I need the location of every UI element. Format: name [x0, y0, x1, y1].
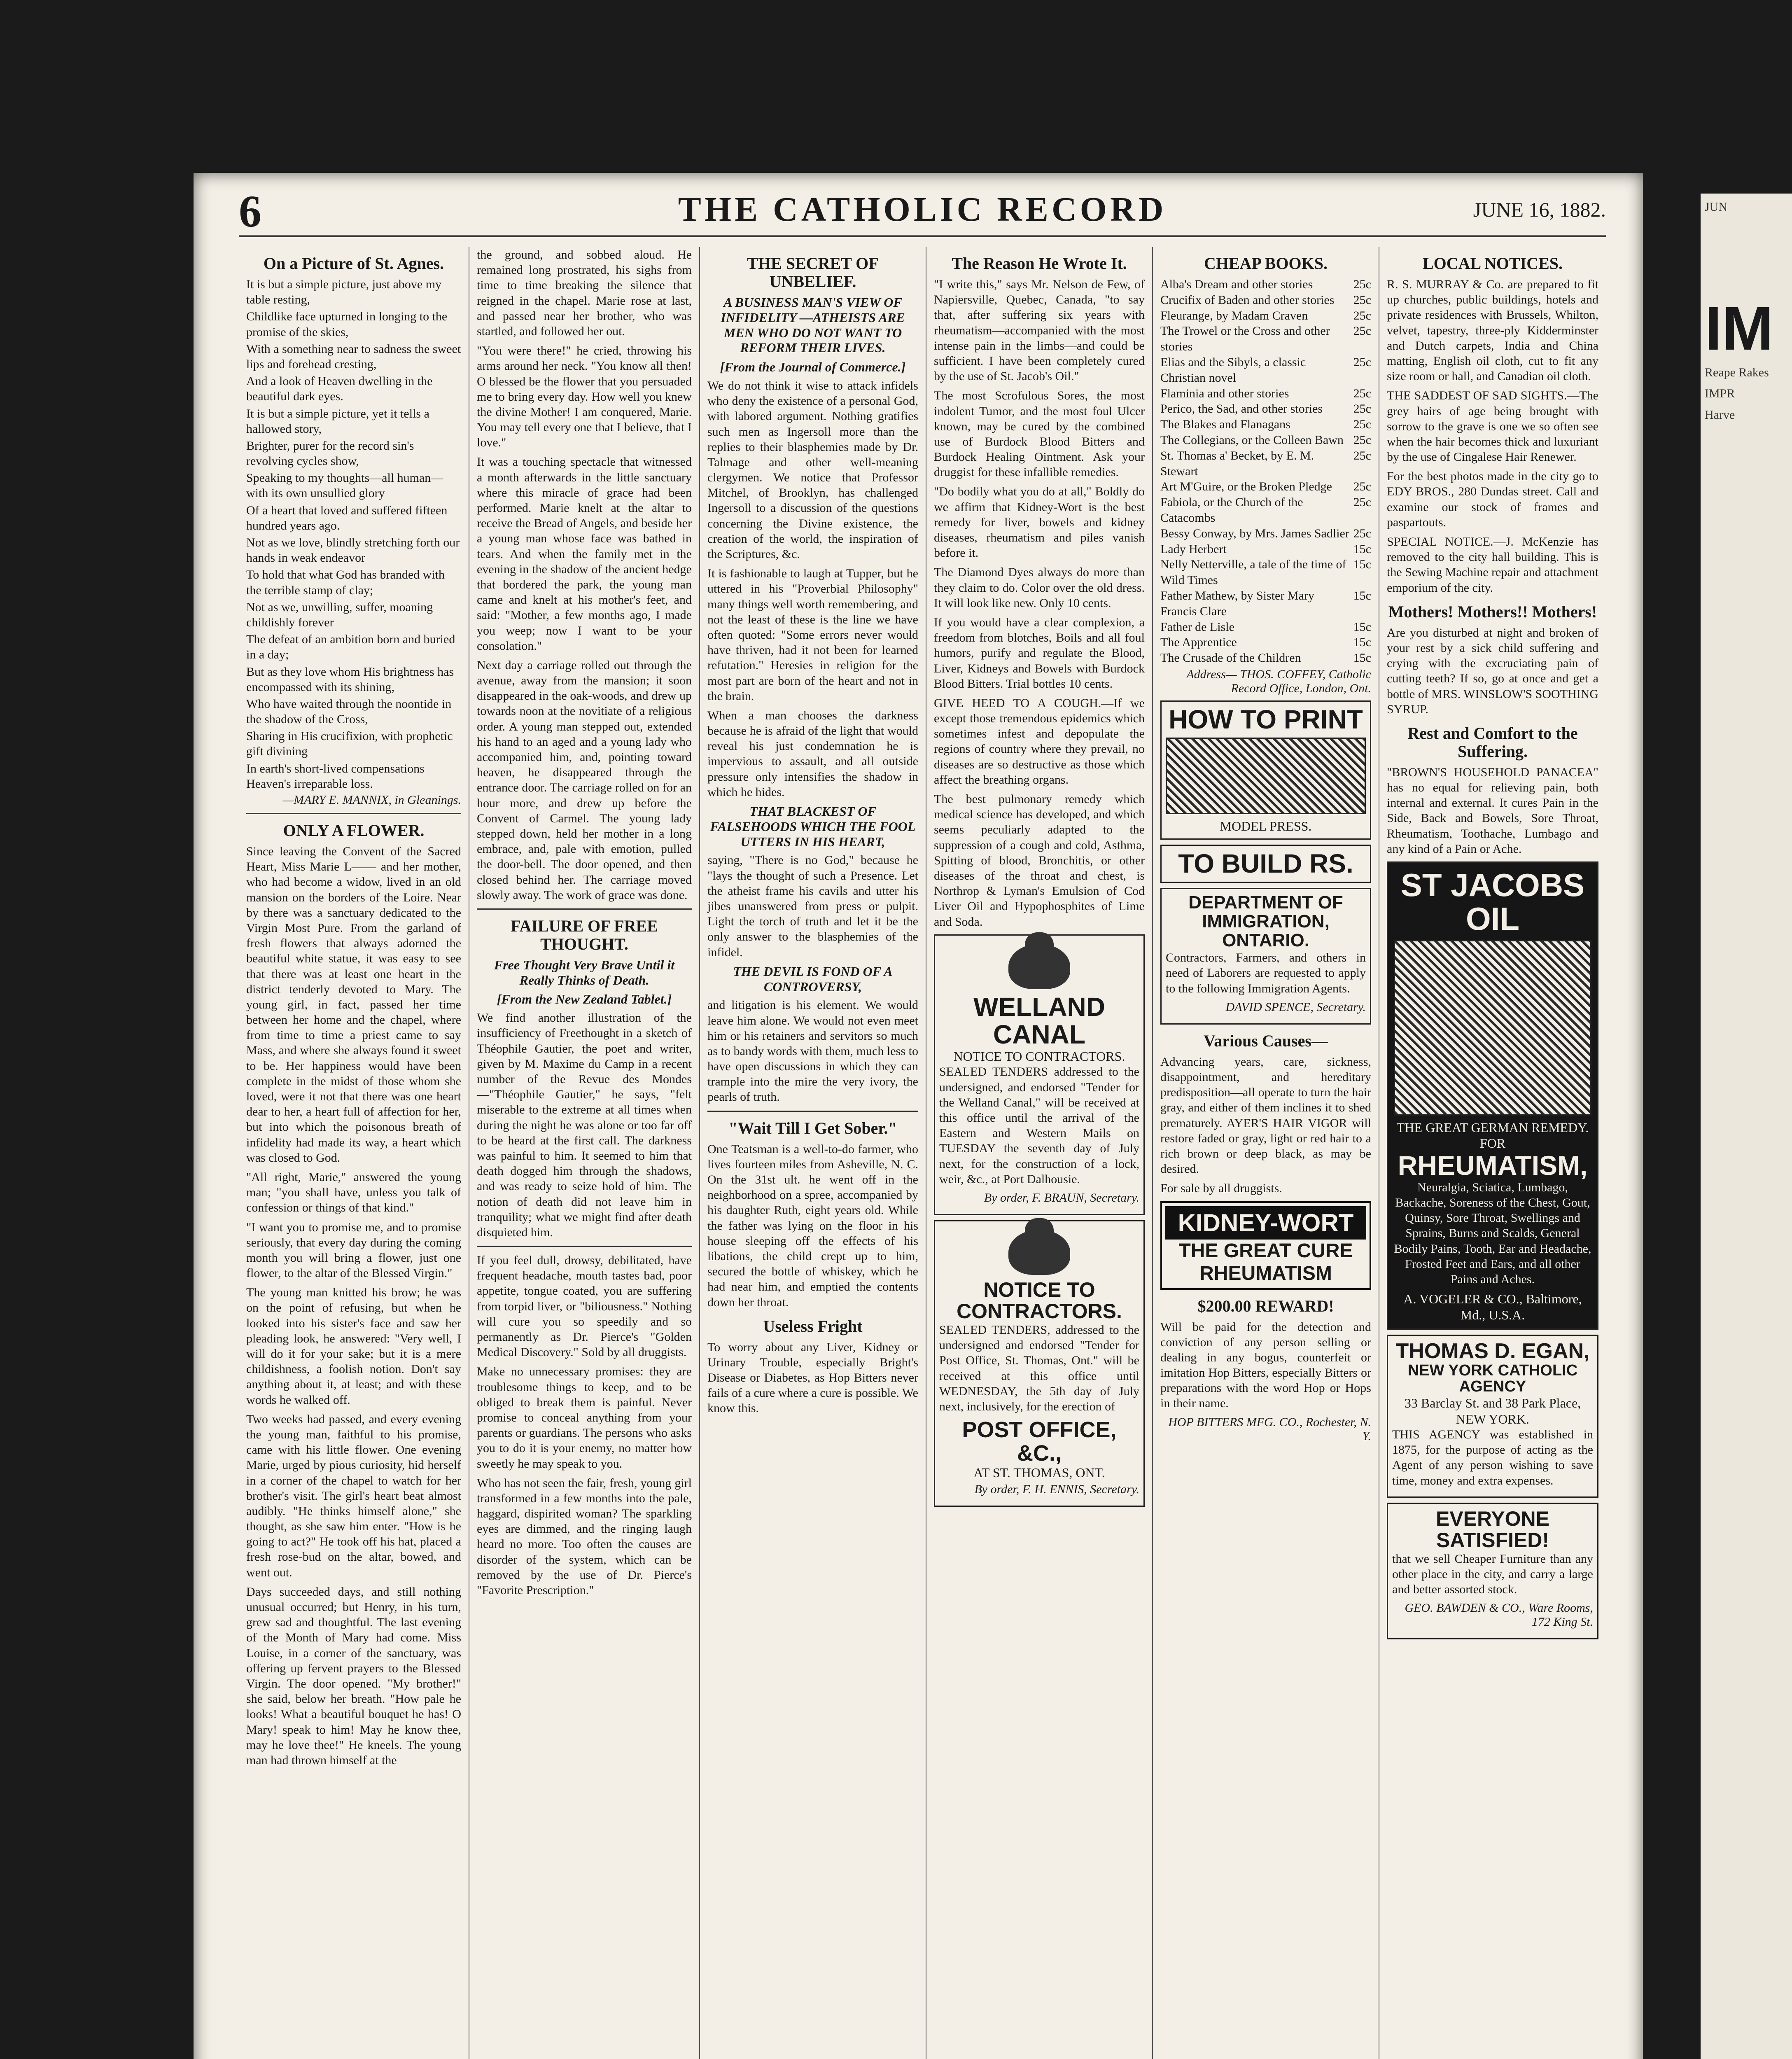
column-5: [1153, 247, 1379, 2059]
ad-big-line: RHEUMATISM,: [1398, 1150, 1588, 1181]
ad-signature: HOP BITTERS MFG. CO., Rochester, N. Y.: [1168, 1415, 1371, 1443]
section-heading: THE DEVIL IS FOND OF A CONTROVERSY,: [733, 964, 893, 994]
book-price: 15c: [1353, 620, 1371, 634]
strip-text: Reape Rakes: [1705, 365, 1769, 379]
book-price: 25c: [1353, 324, 1371, 338]
paragraph: THE SADDEST OF SAD SIGHTS.—The grey hairs of age being brought with sorrow to the grave is one we so often see when the hair becomes thick and luxuriant by the use of Cingalese Hair Renewer.: [1387, 389, 1598, 464]
strip-text: IMPR: [1705, 387, 1735, 400]
ad-signature: By order, F. H. ENNIS, Secretary.: [974, 1482, 1139, 1496]
poem-line: To hold that what God has branded with the terrible stamp of clay;: [246, 568, 445, 597]
book-title: Art M'Guire, or the Broken Pledge: [1160, 480, 1332, 494]
book-title: Perico, the Sad, and other stories: [1160, 402, 1323, 416]
paragraph: When a man chooses the darkness because he is afraid of the light that would reveal his just condemnation he is impervious to assault, and all outside pressure only intensifies the shadow in which he hides.: [707, 708, 918, 799]
article-title: Mothers! Mothers!! Mothers!: [1388, 602, 1597, 621]
paragraph: Days succeeded days, and still nothing unusual occurred; but Henry, in his turn, grew sad and thoughtful. The last evening of the Month of Mary had come. Miss Louise, in a corner of the sanctuary, was offering up fervent prayers to the Blessed Virgin. The door opened. "My brother!" she said, below her breath. "How pale he looks! What a beautiful bouquet he has! O Mary! speak to him! May he know thee, may he love thee!" He kneels. The young man had thrown himself at the: [246, 1585, 461, 1767]
ad-text: SEALED TENDERS, addressed to the undersigned and endorsed "Tender for Post Office, St. Thomas, Ont." will be received at this office until WEDNESDAY, the 5th day of July next, inclusively, for the erection of: [939, 1323, 1139, 1413]
paragraph: For the best photos made in the city go to EDY BROS., 280 Dundas street. Call and examine our stock of frames and paspartouts.: [1387, 469, 1598, 529]
poem-line: Not as we love, blindly stretching forth our hands in weak endeavor: [246, 536, 460, 565]
ad-signature: DAVID SPENCE, Secretary.: [1225, 1000, 1366, 1014]
builders-ad: [1160, 845, 1371, 883]
book-title: Alba's Dream and other stories: [1160, 278, 1313, 291]
book-price: 25c: [1353, 495, 1371, 509]
column-2: [469, 247, 700, 2059]
book-row: [1160, 588, 1371, 619]
article-title: $200.00 REWARD!: [1197, 1296, 1334, 1315]
poem-line: Not as we, unwilling, suffer, moaning childishly forever: [246, 600, 433, 629]
book-row: [1160, 495, 1371, 526]
book-title: Crucifix of Baden and other stories: [1160, 293, 1335, 307]
ad-signature: GEO. BAWDEN & CO., Ware Rooms, 172 King St.: [1405, 1601, 1593, 1629]
adjacent-page-strip: [1701, 194, 1792, 2059]
paragraph: Will be paid for the detection and conviction of any person selling or dealing in any bogus, counterfeit or imitation Hop Bitters, especially Bitters or preparations with the word Hop or Hops in their name.: [1160, 1320, 1371, 1410]
ad-headline: KIDNEY-WORT: [1165, 1206, 1366, 1240]
article-title: "Wait Till I Get Sober.": [728, 1118, 897, 1137]
paragraph: "I write this," says Mr. Nelson de Few, of Napiersville, Quebec, Canada, "to say that, after suffering six years with rheumatism—accompanied with the most intense pain in the limbs—and could be sufficient. I have been completely cured by the use of St. Jacob's Oil.": [934, 278, 1145, 383]
poem: [246, 277, 461, 791]
paragraph: Are you disturbed at night and broken of your rest by a sick child suffering and crying with the excruciating pain of cutting teeth? If so, go at once and get a bottle of MRS. WINSLOW'S SOOTHING SYRUP.: [1387, 626, 1599, 716]
ad-big-line: POST OFFICE, &C.,: [962, 1417, 1117, 1466]
book-price: 25c: [1353, 402, 1371, 416]
ad-text: SEALED TENDERS addressed to the undersigned, and endorsed "Tender for the Welland Canal," will be received at this office until the arrival of the Eastern and Western Mails on TUESDAY the seventh day of July next, for the construction of a lock, weir, &c., at Port Dalhousie.: [939, 1065, 1139, 1186]
paragraph: SPECIAL NOTICE.—J. McKenzie has removed to the city hall building. This is the Sewing Machine repair and attachment emporium of the city.: [1387, 535, 1598, 595]
poem-title: On a Picture of St. Agnes.: [263, 254, 444, 273]
article-source: [From the Journal of Commerce.]: [720, 360, 906, 375]
ad-maker: A. VOGELER & CO., Baltimore, Md., U.S.A.: [1403, 1291, 1582, 1322]
printing-press-icon: [1166, 738, 1366, 814]
paragraph: It is fashionable to laugh at Tupper, but he uttered in his "Proverbial Philosophy" many things well worth remembering, and not the least of these is the line we have often quoted: "Some errors never would have thriven, had it not been for learned refutation." Heresies in religion for the most part are born of the heart and not in the brain.: [707, 567, 918, 703]
book-title: The Collegians, or the Colleen Bawn: [1160, 433, 1344, 447]
ad-text: THIS AGENCY was established in 1875, for the purpose of acting as the Agent of any person wishing to save time, money and extra expenses.: [1392, 1428, 1593, 1487]
book-row: [1160, 277, 1371, 292]
paragraph: GIVE HEED TO A COUGH.—If we except those tremendous epidemics which sometimes infest and depopulate the regions of country where they prevail, no diseases are so destructive as those which affect the breathing organs.: [934, 696, 1145, 787]
column-6: [1379, 247, 1606, 2059]
book-row: [1160, 417, 1371, 432]
book-title: The Blakes and Flanagans: [1160, 418, 1290, 432]
paragraph: The best pulmonary remedy which medical science has developed, and which seems peculiarly adapted to the suppression of a cough and cold, Asthma, Spitting of blood, Bronchitis, or other diseases of the throat and chest, is Northrop & Lyman's Emulsion of Cod Liver Oil and Hypophosphites of Lime and Soda.: [934, 792, 1145, 929]
poem-line: The defeat of an ambition born and buried in a day;: [246, 633, 455, 662]
ad-text: Neuralgia, Sciatica, Lumbago, Backache, Soreness of the Chest, Gout, Quinsy, Sore Throat, Swellings and Sprains, Burns and Scalds, General Bodily Pains, Tooth, Ear and Headache, Frosted Feet and Ears, and all other Pains and Aches.: [1394, 1180, 1591, 1286]
paragraph: saying, "There is no God," because he "lays the thought of such a Presence. Let the atheist frame his cavils and utter his jibes unanswered from press or pulpit. Light the torch of truth and let it be the only answer to the blasphemies of the infidel.: [707, 853, 918, 959]
poem-line: With a something near to sadness the sweet lips and forehead cresting,: [246, 342, 461, 371]
ad-for: FOR: [1479, 1136, 1506, 1151]
poem-line: But as they love whom His brightness has encompassed with its shining,: [246, 665, 454, 694]
book-price: 15c: [1353, 651, 1371, 665]
poem-line: Childlike face upturned in longing to the promise of the skies,: [246, 310, 448, 339]
furniture-ad: [1387, 1503, 1598, 1640]
book-row: [1160, 432, 1371, 448]
column-1: [239, 247, 469, 2059]
paragraph: It was a touching spectacle that witnessed a month afterwards in the little sanctuary where this miracle of grace had been performed. Marie knelt at the altar to receive the Bread of Angels, and beside her a young man whose face was bathed in tears. And when the family met in the evening in the shadow of the ancient hedge that bordered the park, the young man came and knelt at his mother's feet, and said: "Mother, a few months ago, I made you weep; now I want to be your consolation.": [477, 455, 692, 653]
article-title: Various Causes—: [1204, 1031, 1328, 1050]
ad-subhead: RHEUMATISM: [1199, 1262, 1332, 1284]
book-title: The Crusade of the Children: [1160, 651, 1301, 665]
paragraph: To worry about any Liver, Kidney or Urinary Trouble, especially Bright's Disease or Diabetes, as Hop Bitters never fails of a cure where a cure is possible. We know this.: [707, 1340, 918, 1415]
paragraph: the ground, and sobbed aloud. He remained long prostrated, his sighs from time to time breaking the silence that reigned in the chapel. Marie rose at last, and passed near her brother, who was startled, and followed her out.: [477, 248, 692, 338]
book-title: The Trowel or the Cross and other stories: [1160, 324, 1330, 354]
book-title: Bessy Conway, by Mrs. James Sadlier: [1160, 526, 1349, 540]
paragraph: We find another illustration of the insufficiency of Freethought in a sketch of Théophile Gautier, the poet and writer, given by M. Maxime du Camp in a recent number of the Revue des Mondes—"Théophile Gautier," he says, "felt miserable to the extreme at all times when during the night he was alone or too far off to be heard at the first call. The darkness was painful to him. It seemed to him that death dogged him through the shadows, and was ready to seize hold of him. The notion of death did not leave him in tranquility; what we might find after death disquieted him.: [477, 1011, 692, 1239]
poem-line: Speaking to my thoughts—all human—with its own unsullied glory: [246, 471, 443, 500]
divider: [477, 1246, 692, 1247]
paragraph: Two weeks had passed, and every evening the young man, faithful to his promise, came with his little flower. One evening Marie, urged by pious curiosity, hid herself in a corner of the chapel to watch for her brother's visit. The girl's heart beat almost audibly. "He thinks himself alone," she thought, as she saw him enter. "How is he going to act?" He took off his hat, placed a fresh rose-bud on the altar, bowed, and went out.: [246, 1412, 461, 1579]
book-title: The Apprentice: [1160, 635, 1237, 649]
printing-press-ad: [1160, 700, 1371, 840]
paragraph: "Do bodily what you do at all," Boldly do we affirm that Kidney-Wort is the best remedy for liver, bowels and kidney diseases, rheumatism and piles vanish before it.: [934, 485, 1145, 560]
book-row: [1160, 635, 1371, 650]
article-title: Rest and Comfort to the Suffering.: [1407, 724, 1578, 761]
woodcut-illustration: [1394, 940, 1591, 1116]
paragraph: "BROWN'S HOUSEHOLD PANACEA" has no equal for relieving pain, both internal and external. It cures Pain in the Side, Back and Bowels, Sore Throat, Rheumatism, Toothache, Lumbago and any kind of a Pain or Ache.: [1387, 765, 1598, 856]
newspaper-title: THE CATHOLIC RECORD: [678, 190, 1167, 229]
strip-headline: IM: [1705, 293, 1773, 363]
book-price: 25c: [1353, 293, 1371, 307]
ad-subhead: NEW YORK CATHOLIC AGENCY: [1407, 1361, 1578, 1396]
paragraph: Next day a carriage rolled out through the avenue, away from the mansion; it soon disappeared in the oak-woods, and drew up towards noon at the novitiate of a religious order. A young man stepped out, extended his hand to an aged and a young lady who accompanied him, and, pointing toward heaven, he disappeared through the entrance door. The carriage rolled on for an hour more, and drew up before the Convent of Carmel. The young lady stepped down, held her mother in a long embrace, and, pale with emotion, pulled the door-bell. The door opened, and then closed behind her. The carriage moved slowly away. The work of grace was done.: [477, 658, 692, 902]
book-price: 25c: [1353, 448, 1371, 462]
article-title: FAILURE OF FREE THOUGHT.: [511, 916, 658, 953]
newspaper-page: [194, 173, 1643, 2059]
ad-text: Contractors, Farmers, and others in need of Laborers are requested to apply to the following Immigration Agents.: [1166, 951, 1366, 995]
paragraph: Since leaving the Convent of the Sacred Heart, Miss Marie L—— and her mother, who had become a widow, lived in an old mansion on the borders of the Loire. Near by there was a sanctuary dedicated to the Virgin Most Pure. From the garland of fresh flowers that always adorned the beautiful white statue, it was easy to see that there was at least one heart in the district tenderly devoted to Mary. The young girl, in fact, passed her time between her home and the chapel, where from time to time a priest came to say Mass, and where she always found it sweet to be. Her happiness would have been complete in the midst of those whom she loved, were it not that there was one heart dear to her, a heart full of affection for her, but into which the poisonous breath of infidelity had made its way, a heart which was closed to God.: [246, 845, 461, 1165]
book-title: Fabiola, or the Church of the Catacombs: [1160, 495, 1303, 525]
paragraph: One Teatsman is a well-to-do farmer, who lives fourteen miles from Asheville, N. C. On the 31st ult. he went off in the neighborhood on a spree, accompanied by his daughter Ruth, eight years old. While the father was lying on the floor in his house sleeping off the effects of his libations, the child crept up to him, secured the bottle of whiskey, which he had near him, and emptied the contents down her throat.: [707, 1142, 918, 1309]
strip-text: Harve: [1705, 408, 1735, 422]
book-title: Father Mathew, by Sister Mary Francis Clare: [1160, 588, 1314, 618]
paragraph: Who has not seen the fair, fresh, young girl transformed in a few months into the pale, haggard, dispirited woman? The sparkling eyes are dimmed, and the ringing laugh heard no more. Too often the causes are disorder of the system, which can be removed by the use of Dr. Pierce's "Favorite Prescription.": [477, 1476, 692, 1597]
book-row: [1160, 557, 1371, 588]
ad-text: that we sell Cheaper Furniture than any other place in the city, and carry a large and better assorted stock.: [1392, 1552, 1593, 1597]
book-row: [1160, 448, 1371, 479]
book-price: 25c: [1353, 480, 1371, 494]
book-title: Flaminia and other stories: [1160, 386, 1289, 400]
book-row: [1160, 386, 1371, 402]
book-row: [1160, 479, 1371, 495]
poem-line: In earth's short-lived compensations Heaven's irreparable loss.: [246, 761, 425, 791]
ad-headline: EVERYONE SATISFIED!: [1435, 1507, 1549, 1552]
poem-line: It is but a simple picture, yet it tells a hallowed story,: [246, 406, 429, 436]
book-row: [1160, 308, 1371, 324]
paragraph: R. S. MURRAY & Co. are prepared to fit up churches, public buildings, hotels and private residences with Brussels, Whilton, velvet, tapestry, three-ply Kidderminster and Dutch carpets, India and China matting, English oil cloth, cut to fit any size room or hall, and Canadian oil cloth.: [1387, 278, 1598, 383]
catholic-agency-ad: [1387, 1335, 1598, 1498]
book-price: 25c: [1353, 433, 1371, 447]
ad-address: 33 Barclay St. and 38 Park Place, NEW YORK.: [1404, 1396, 1581, 1426]
paragraph: The young man knitted his brow; he was on the point of refusing, but when he looked into his sister's face and saw her pleading look, he answered: "Very well, I will do it for your sake; but it is a mere childishness, a foolish notion. Don't say anything about it, at least; and with these words he walked off.: [246, 1286, 461, 1407]
paragraph: "I want you to promise me, and to promise seriously, that every day during the coming month you will bring a flower, just one flower, to the altar of the Blessed Virgin.": [246, 1220, 461, 1280]
ad-subhead: MODEL PRESS.: [1220, 819, 1312, 834]
paragraph: and litigation is his element. We would leave him alone. We would not even meet him or his retainers and servitors so much as to bandy words with them, much less to have open discussions in which they can trample into the mire the very ivory, the pearls of truth.: [707, 998, 918, 1104]
book-row: [1160, 355, 1371, 386]
ad-subhead: NOTICE TO CONTRACTORS.: [953, 1049, 1125, 1064]
book-row: [1160, 292, 1371, 308]
book-price: 25c: [1353, 278, 1371, 291]
page-number: 6: [239, 186, 261, 236]
book-title: Father de Lisle: [1160, 620, 1234, 634]
ad-headline: DEPARTMENT OF IMMIGRATION, ONTARIO.: [1188, 892, 1343, 951]
book-price: 15c: [1353, 588, 1371, 602]
ad-headline: THOMAS D. EGAN,: [1395, 1339, 1590, 1363]
ad-headline: ST JACOBS OIL: [1400, 867, 1585, 937]
immigration-ad: [1160, 888, 1371, 1025]
ad-headline: WELLAND CANAL: [973, 992, 1105, 1049]
issue-date: JUNE 16, 1882.: [1473, 198, 1606, 221]
paragraph: If you feel dull, drowsy, debilitated, have frequent headache, mouth tastes bad, poor appetite, tongue coated, you are suffering from torpid liver, or "biliousness." Nothing will cure you so speedily and so permanently as Dr. Pierce's "Golden Medical Discovery." Sold by all druggists.: [477, 1254, 692, 1359]
book-row: [1160, 542, 1371, 557]
poem-signature: —MARY E. MANNIX, in Gleanings.: [282, 793, 461, 807]
poem-line: And a look of Heaven dwelling in the beautiful dark eyes.: [246, 374, 433, 404]
book-price: 15c: [1353, 558, 1371, 572]
book-row: [1160, 650, 1371, 666]
paragraph: The most Scrofulous Sores, the most indolent Tumor, and the most foul Ulcer known, may be cured by the combined use of Burdock Blood Bitters and Burdock Healing Ointment. Ask your druggist for these infallible remedies.: [934, 389, 1145, 479]
book-row: [1160, 619, 1371, 635]
ad-signature: By order, F. BRAUN, Secretary.: [984, 1191, 1139, 1205]
ad-place: AT ST. THOMAS, ONT.: [973, 1465, 1105, 1480]
article-title: ONLY A FLOWER.: [283, 821, 425, 840]
book-row: [1160, 323, 1371, 355]
paragraph: Advancing years, care, sickness, disappointment, and hereditary predisposition—all operate to turn the hair gray, and either of them inclines it to shed prematurely. AYER'S HAIR VIGOR will restore faded or gray, light or red hair to a rich brown or deep black, as may be desired.: [1160, 1055, 1371, 1176]
paragraph: Make no unnecessary promises: they are troublesome things to keep, and to be obliged to break them is painful. Never promise to conceal anything from your parents or guardians. The persons who asks you to do it is your enemy, no matter how sweetly he may speak to you.: [477, 1365, 692, 1471]
article-source: [From the New Zealand Tablet.]: [497, 992, 672, 1007]
paragraph: For sale by all druggists.: [1160, 1181, 1282, 1195]
poem-line: Brighter, purer for the record sin's revolving cycles show,: [246, 439, 414, 468]
ad-subhead: THE GREAT GERMAN REMEDY.: [1396, 1120, 1589, 1135]
welland-canal-ad: [934, 934, 1145, 1215]
royal-crest-icon: [1008, 1230, 1070, 1275]
post-office-tender-ad: [934, 1220, 1145, 1507]
book-row: [1160, 401, 1371, 417]
paragraph: "All right, Marie," answered the young man; "you shall have, unless you talk of confession or things of that kind.": [246, 1170, 461, 1215]
paragraph: We do not think it wise to attack infidels who deny the existence of a personal God, with labored argument. Nothing gratifies such men as Ingersoll more than the replies to their blasphemies made by Dr. Talmage and other well-meaning clergymen. We notice that Professor Mitchel, of Brooklyn, has challenged Ingersoll to a discussion of the questions concerning the Divine existence, the creation of the world, the inspiration of the Scriptures, &c.: [707, 378, 918, 561]
book-title: Lady Herbert: [1160, 542, 1227, 556]
divider: [477, 908, 692, 910]
book-row: [1160, 526, 1371, 542]
article-subtitle: Free Thought Very Brave Until it Really Thinks of Death.: [494, 957, 675, 987]
book-price: 15c: [1353, 542, 1371, 556]
column-3: [700, 247, 926, 2059]
poem-line: Sharing in His crucifixion, with prophetic gift divining: [246, 729, 453, 759]
paragraph: "You were there!" he cried, throwing his arms around her neck. "You know all then! O blessed be the flower that you persuaded me to bring every day. How well you knew the divine Mother! I am conquered, Marie. You may tell every one that I believe, that I love.": [477, 344, 692, 450]
books-address: Address— THOS. COFFEY, Catholic Record Office, London, Ont.: [1186, 667, 1371, 695]
section-title: LOCAL NOTICES.: [1422, 254, 1563, 273]
book-price: 25c: [1353, 355, 1371, 369]
divider: [707, 1111, 918, 1112]
book-title: Fleurange, by Madam Craven: [1160, 308, 1308, 322]
paragraph: The Diamond Dyes always do more than they claim to do. Color over the old dress. It will look like new. Only 10 cents.: [934, 565, 1145, 610]
strip-text: JUN: [1705, 200, 1728, 214]
book-price: 25c: [1353, 526, 1371, 540]
article-title: The Reason He Wrote It.: [952, 254, 1127, 273]
book-price: 25c: [1353, 386, 1371, 400]
book-price: 25c: [1353, 418, 1371, 432]
paragraph: If you would have a clear complexion, a freedom from blotches, Boils and all foul humors, purify and regulate the Blood, Liver, Kidneys and Bowels with Burdock Blood Bitters. Trial bottles 10 cents.: [934, 615, 1145, 691]
poem-line: Who have waited through the noontide in the shadow of the Cross,: [246, 697, 452, 726]
masthead: [239, 181, 1606, 237]
book-title: Elias and the Sibyls, a classic Christian novel: [1160, 355, 1306, 385]
ad-headline: NOTICE TO CONTRACTORS.: [957, 1278, 1122, 1323]
book-list: [1160, 277, 1371, 666]
kidney-wort-ad: [1160, 1201, 1371, 1290]
book-title: St. Thomas a' Becket, by E. M. Stewart: [1160, 448, 1314, 478]
article-title: Useless Fright: [763, 1317, 863, 1335]
ad-subhead: THE GREAT CURE: [1178, 1240, 1353, 1262]
poem-line: It is but a simple picture, just above my table resting,: [246, 278, 442, 307]
poem-line: Of a heart that loved and suffered fifteen hundred years ago.: [246, 503, 448, 532]
article-subtitle: A BUSINESS MAN'S VIEW OF INFIDELITY —ATHEISTS ARE MEN WHO DO NOT WANT TO REFORM THEIR LIVES.: [721, 295, 905, 355]
section-title: CHEAP BOOKS.: [1204, 254, 1328, 273]
columns: [239, 247, 1606, 2059]
book-price: 15c: [1353, 635, 1371, 649]
book-title: Nelly Netterville, a tale of the time of Wild Times: [1160, 558, 1346, 587]
article-title: THE SECRET OF UNBELIEF.: [747, 254, 879, 291]
royal-crest-icon: [1008, 944, 1070, 989]
ad-headline: HOW TO PRINT: [1169, 704, 1363, 734]
st-jacobs-oil-ad: [1387, 861, 1598, 1330]
column-4: [926, 247, 1153, 2059]
section-heading: THAT BLACKEST OF FALSEHOODS WHICH THE FOOL UTTERS IN HIS HEART,: [710, 804, 916, 849]
book-price: 25c: [1353, 308, 1371, 322]
divider: [246, 813, 461, 814]
ad-headline: TO BUILD RS.: [1178, 848, 1353, 878]
